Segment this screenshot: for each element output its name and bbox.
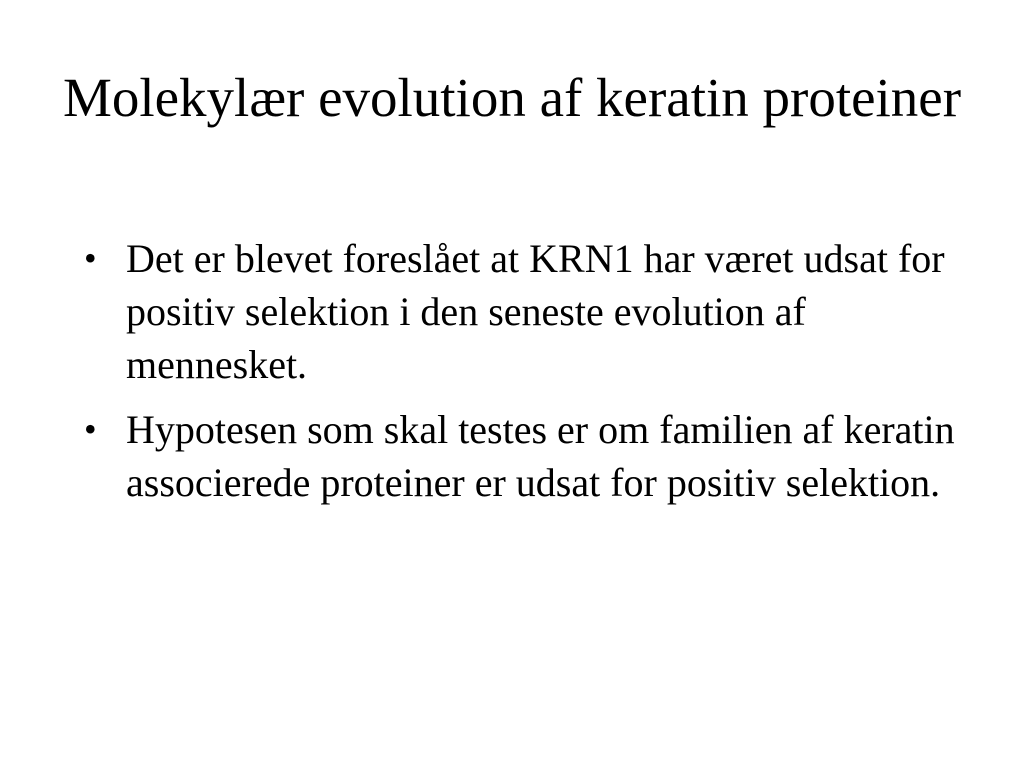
bullet-icon: • [84, 409, 97, 449]
bullet-icon: • [84, 238, 97, 278]
bullet-list [82, 232, 962, 521]
bullet-text: Det er blevet foreslået at KRN1 har været udsat for positiv selektion i den seneste evolution af mennesket. [126, 236, 945, 387]
bullet-item [82, 232, 962, 391]
bullet-text: Hypotesen som skal testes er om familien af keratin associerede proteiner er udsat for positiv selektion. [126, 407, 955, 505]
bullet-item [82, 403, 962, 509]
slide-title: Molekylær evolution af keratin proteiner [62, 67, 962, 128]
